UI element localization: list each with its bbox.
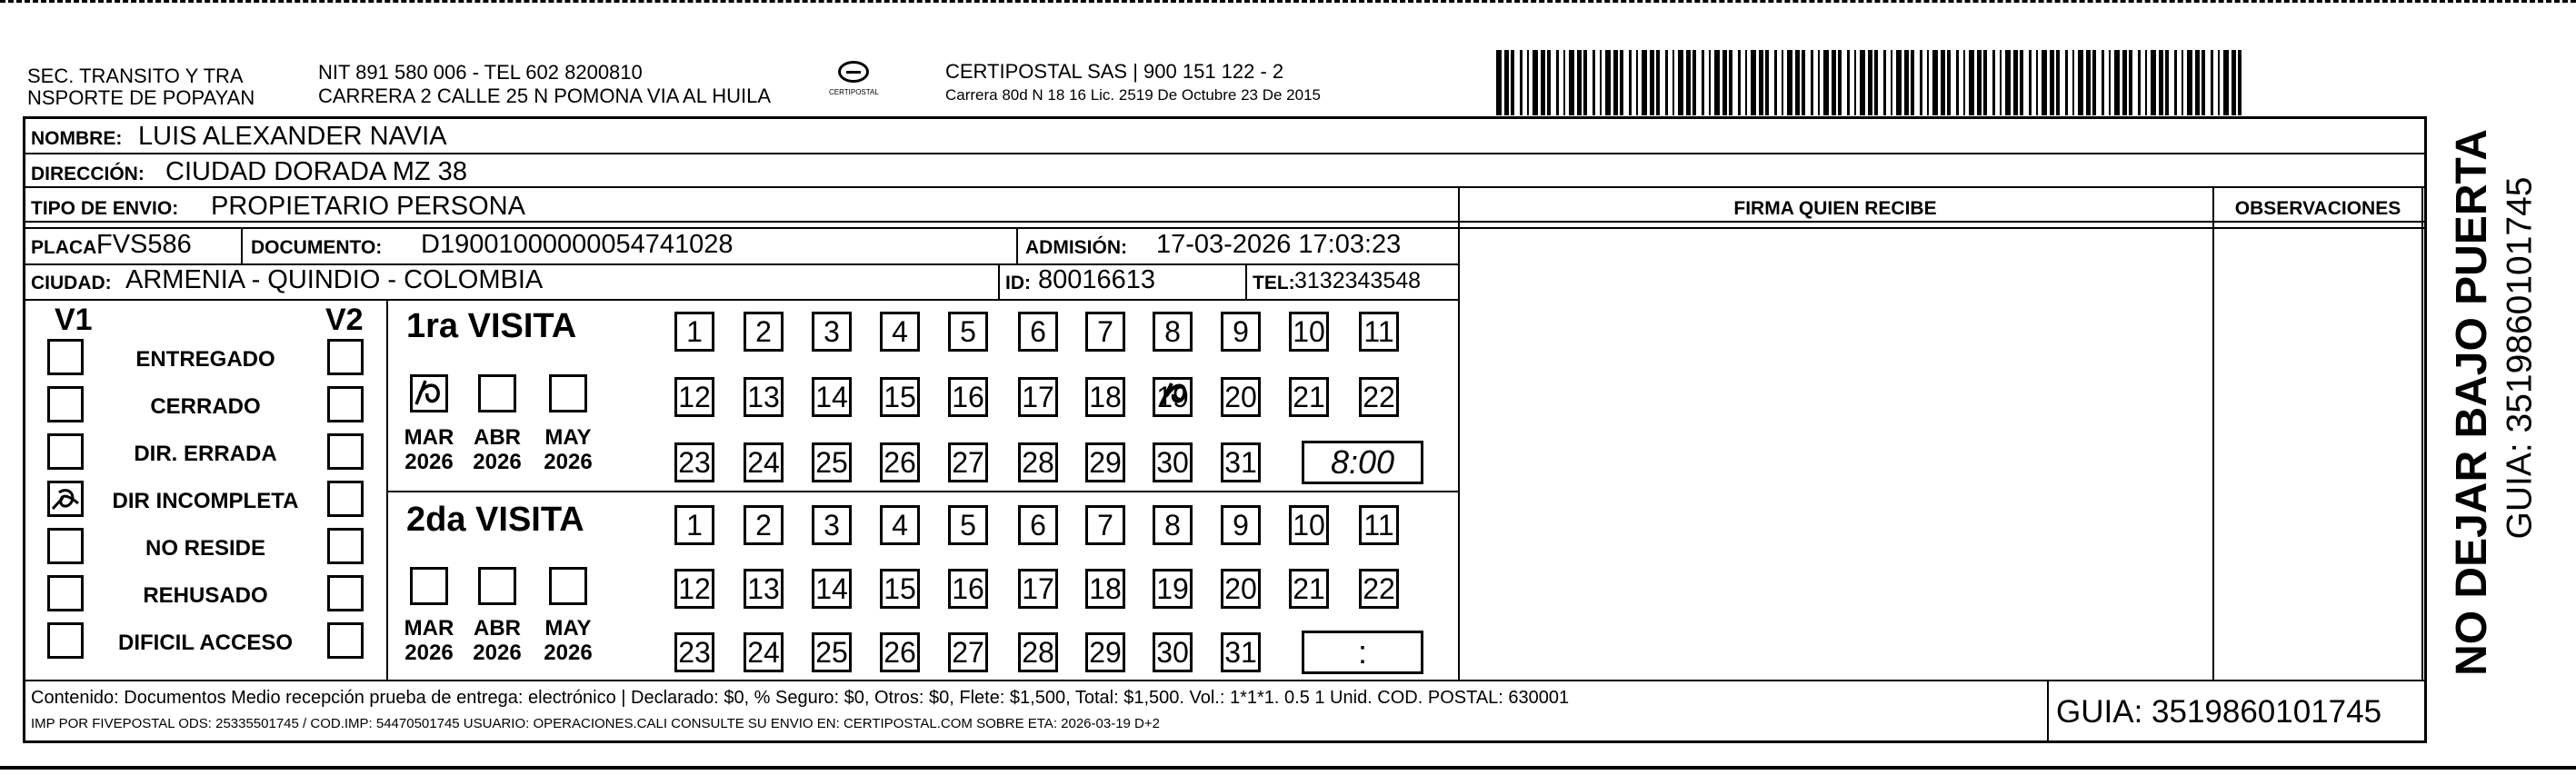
footer-contenido: Contenido: Documentos Medio recepción prueba de entrega: electrónico | Declarado: $0, % Seguro: $0, Otros: $0, Flete: $1,500, Total: $1,500. Vol.: 1*1*1. 0.5 1 Unid. COD. POSTAL: 630001 <box>31 688 1570 708</box>
second-visit-day-26[interactable]: 26 <box>880 632 920 672</box>
second-visit-month-checkbox-mar[interactable] <box>410 567 448 605</box>
firma-header: FIRMA QUIEN RECIBE <box>1733 198 1937 219</box>
second-visit-day-3[interactable]: 3 <box>812 505 852 545</box>
second-visit-day-21[interactable]: 21 <box>1289 569 1329 609</box>
side-guia: GUIA: 3519860101745 <box>2500 176 2540 540</box>
status-label-dir-errada: DIR. ERRADA <box>134 442 277 466</box>
documento-value: D19001000000054741028 <box>421 230 734 259</box>
second-visit-day-25[interactable]: 25 <box>812 632 852 672</box>
direccion-label: DIRECCIÓN: <box>31 164 145 184</box>
admision-label: ADMISIÓN: <box>1025 237 1127 258</box>
first-visit-day-24[interactable]: 24 <box>744 442 784 482</box>
nombre-label: NOMBRE: <box>31 128 123 149</box>
v2-checkbox-cerrado[interactable] <box>327 386 364 422</box>
status-label-entregado: ENTREGADO <box>135 347 275 372</box>
first-visit-month-label: MAR 2026 <box>404 425 454 474</box>
v2-checkbox-entregado[interactable] <box>327 339 364 375</box>
second-visit-day-24[interactable]: 24 <box>744 632 784 672</box>
second-visit-day-29[interactable]: 29 <box>1085 632 1125 672</box>
first-visit-title: 1ra VISITA <box>406 307 577 345</box>
second-visit-day-12[interactable]: 12 <box>674 569 714 609</box>
first-visit-time[interactable]: 8:00 <box>1302 441 1423 484</box>
second-visit-day-23[interactable]: 23 <box>674 632 714 672</box>
first-visit-day-29[interactable]: 29 <box>1085 442 1125 482</box>
second-visit-day-30[interactable]: 30 <box>1153 632 1193 672</box>
first-visit-day-8[interactable]: 8 <box>1153 312 1193 352</box>
side-warning: NO DEJAR BAJO PUERTA <box>2448 129 2496 676</box>
nombre-value: LUIS ALEXANDER NAVIA <box>138 122 447 151</box>
carrier-logo-wordmark: CERTIPOSTAL <box>829 88 879 96</box>
second-visit-time[interactable]: : <box>1302 631 1423 674</box>
first-visit-day-12[interactable]: 12 <box>674 377 714 417</box>
second-visit-day-14[interactable]: 14 <box>812 569 852 609</box>
status-label-dificil-acceso: DIFICIL ACCESO <box>117 631 293 655</box>
documento-label: DOCUMENTO: <box>251 237 383 258</box>
sender-line-2: NSPORTE DE POPAYAN <box>27 86 255 109</box>
tel-value: 3132343548 <box>1294 268 1422 293</box>
second-visit-title: 2da VISITA <box>406 501 584 539</box>
v2-checkbox-rehusado[interactable] <box>327 575 364 611</box>
carrier-logo-icon <box>838 61 869 83</box>
v1-checkbox-no-reside[interactable] <box>47 528 84 564</box>
second-visit-day-11[interactable]: 11 <box>1359 505 1399 545</box>
tel-label: TEL: <box>1253 273 1295 293</box>
carrier-license: Carrera 80d N 18 16 Lic. 2519 De Octubre 23 De 2015 <box>945 86 1321 104</box>
second-visit-day-9[interactable]: 9 <box>1221 505 1261 545</box>
v2-checkbox-dificil-acceso[interactable] <box>327 622 364 659</box>
first-visit-month-checkbox-may[interactable] <box>549 374 587 412</box>
second-visit-day-28[interactable]: 28 <box>1018 632 1058 672</box>
footer-imp: IMP POR FIVEPOSTAL ODS: 25335501745 / COD.IMP: 54470501745 USUARIO: OPERACIONES.CALI CONSULTE SU ENVIO EN: CERTIPOSTAL.COM SOBRE ETA: 2026-03-19 D+2 <box>31 716 1160 731</box>
admision-value: 17-03-2026 17:03:23 <box>1156 230 1402 259</box>
first-visit-day-14[interactable]: 14 <box>812 377 852 417</box>
first-visit-day-26[interactable]: 26 <box>880 442 920 482</box>
first-visit-day-5[interactable]: 5 <box>948 312 988 352</box>
second-visit-day-27[interactable]: 27 <box>948 632 988 672</box>
first-visit-day-11[interactable]: 11 <box>1359 312 1399 352</box>
second-visit-day-17[interactable]: 17 <box>1018 569 1058 609</box>
second-visit-day-4[interactable]: 4 <box>880 505 920 545</box>
v1-checkbox-cerrado[interactable] <box>47 386 84 422</box>
sender-line-1: SEC. TRANSITO Y TRA <box>27 65 244 87</box>
second-visit-day-22[interactable]: 22 <box>1359 569 1399 609</box>
first-visit-day-15[interactable]: 15 <box>880 377 920 417</box>
first-visit-day-31[interactable]: 31 <box>1221 442 1261 482</box>
v2-header: V2 <box>325 303 364 337</box>
check-mark-icon <box>50 483 81 514</box>
first-visit-day-1[interactable]: 1 <box>674 312 714 352</box>
second-visit-day-15[interactable]: 15 <box>880 569 920 609</box>
placa-value: FVS586 <box>96 230 192 259</box>
id-label: ID: <box>1005 273 1031 293</box>
placa-label: PLACA: <box>31 237 104 258</box>
second-visit-day-31[interactable]: 31 <box>1221 632 1261 672</box>
direccion-value: CIUDAD DORADA MZ 38 <box>165 157 467 186</box>
second-visit-month-label: MAR 2026 <box>404 616 454 665</box>
first-visit-day-25[interactable]: 25 <box>812 442 852 482</box>
status-label-rehusado: REHUSADO <box>143 583 268 608</box>
second-visit-day-10[interactable]: 10 <box>1289 505 1329 545</box>
status-label-cerrado: CERRADO <box>150 394 261 419</box>
top-cut-line <box>0 0 2576 8</box>
check-mark-icon <box>413 377 445 410</box>
v1-checkbox-rehusado[interactable] <box>47 575 84 611</box>
v1-checkbox-dir-errada[interactable] <box>47 433 84 470</box>
second-visit-month-label: MAY 2026 <box>544 616 593 665</box>
v2-checkbox-dir-errada[interactable] <box>327 433 364 470</box>
v1-header: V1 <box>55 303 93 337</box>
first-visit-day-10[interactable]: 10 <box>1289 312 1329 352</box>
second-visit-day-2[interactable]: 2 <box>744 505 784 545</box>
handwritten-mark-icon <box>1155 376 1195 416</box>
second-visit-day-13[interactable]: 13 <box>744 569 784 609</box>
first-visit-day-19[interactable]: 19 <box>1153 377 1193 417</box>
ciudad-value: ARMENIA - QUINDIO - COLOMBIA <box>125 265 544 294</box>
address-line: CARRERA 2 CALLE 25 N POMONA VIA AL HUILA <box>318 84 772 107</box>
v2-checkbox-dir-incompleta[interactable] <box>327 481 364 517</box>
status-label-no-reside: NO RESIDE <box>145 536 266 561</box>
tipo-label: TIPO DE ENVIO: <box>31 198 179 219</box>
status-label-dir-incompleta: DIR INCOMPLETA <box>112 489 299 513</box>
tipo-value: PROPIETARIO PERSONA <box>211 192 525 221</box>
first-visit-day-13[interactable]: 13 <box>744 377 784 417</box>
second-visit-day-20[interactable]: 20 <box>1221 569 1261 609</box>
v2-checkbox-no-reside[interactable] <box>327 528 364 564</box>
second-visit-month-checkbox-may[interactable] <box>549 567 587 605</box>
v1-checkbox-dificil-acceso[interactable] <box>47 622 84 659</box>
second-visit-day-6[interactable]: 6 <box>1018 505 1058 545</box>
nit-line: NIT 891 580 006 - TEL 602 8200810 <box>318 61 643 84</box>
first-visit-day-7[interactable]: 7 <box>1085 312 1125 352</box>
first-visit-day-22[interactable]: 22 <box>1359 377 1399 417</box>
first-visit-day-6[interactable]: 6 <box>1018 312 1058 352</box>
first-visit-day-2[interactable]: 2 <box>744 312 784 352</box>
v1-checkbox-entregado[interactable] <box>47 339 84 375</box>
first-visit-day-9[interactable]: 9 <box>1221 312 1261 352</box>
carrier-name: CERTIPOSTAL SAS | 900 151 122 - 2 <box>945 60 1284 83</box>
id-value: 80016613 <box>1038 265 1156 294</box>
second-visit-day-19[interactable]: 19 <box>1153 569 1193 609</box>
first-visit-day-21[interactable]: 21 <box>1289 377 1329 417</box>
first-visit-day-23[interactable]: 23 <box>674 442 714 482</box>
barcode <box>1496 50 2242 115</box>
first-visit-month-label: MAY 2026 <box>544 425 593 474</box>
first-visit-day-3[interactable]: 3 <box>812 312 852 352</box>
second-visit-day-18[interactable]: 18 <box>1085 569 1125 609</box>
first-visit-day-17[interactable]: 17 <box>1018 377 1058 417</box>
first-visit-day-4[interactable]: 4 <box>880 312 920 352</box>
first-visit-day-27[interactable]: 27 <box>948 442 988 482</box>
second-visit-month-checkbox-abr[interactable] <box>478 567 516 605</box>
second-visit-day-1[interactable]: 1 <box>674 505 714 545</box>
footer-guia: GUIA: 3519860101745 <box>2056 694 2382 730</box>
second-visit-day-7[interactable]: 7 <box>1085 505 1125 545</box>
first-visit-month-checkbox-abr[interactable] <box>478 374 516 412</box>
v1-checkbox-dir-incompleta[interactable] <box>47 481 84 517</box>
first-visit-month-checkbox-mar[interactable] <box>410 374 448 412</box>
first-visit-day-18[interactable]: 18 <box>1085 377 1125 417</box>
first-visit-day-28[interactable]: 28 <box>1018 442 1058 482</box>
bottom-cut-line <box>0 766 2576 773</box>
first-visit-month-label: ABR 2026 <box>473 425 522 474</box>
observaciones-header: OBSERVACIONES <box>2234 198 2401 219</box>
second-visit-day-16[interactable]: 16 <box>948 569 988 609</box>
second-visit-day-5[interactable]: 5 <box>948 505 988 545</box>
first-visit-day-16[interactable]: 16 <box>948 377 988 417</box>
first-visit-day-30[interactable]: 30 <box>1153 442 1193 482</box>
first-visit-day-20[interactable]: 20 <box>1221 377 1261 417</box>
ciudad-label: CIUDAD: <box>31 273 112 293</box>
second-visit-month-label: ABR 2026 <box>473 616 522 665</box>
second-visit-day-8[interactable]: 8 <box>1153 505 1193 545</box>
